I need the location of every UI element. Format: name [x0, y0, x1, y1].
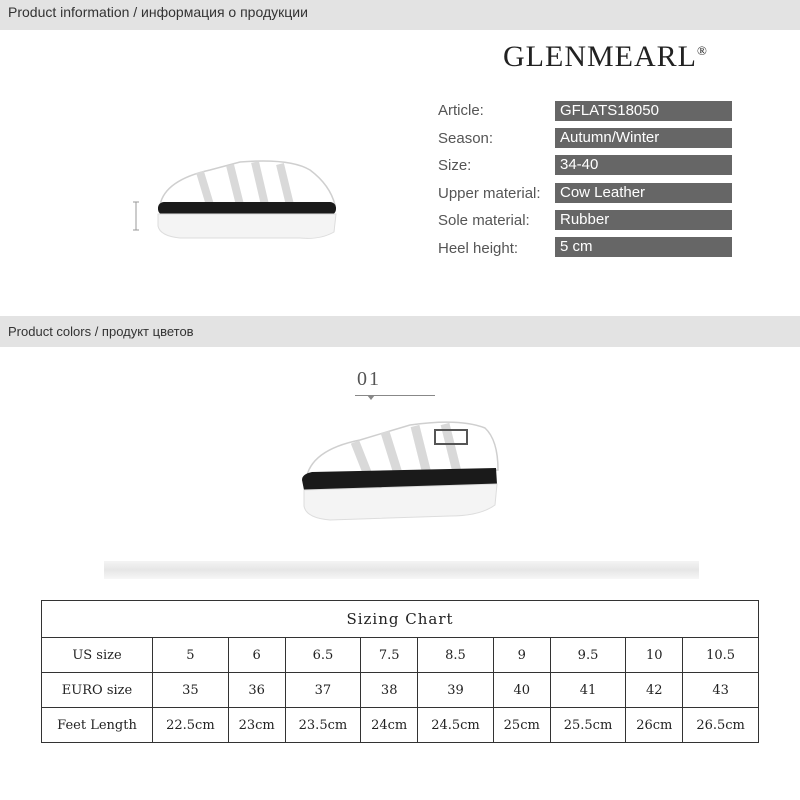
table-cell: 22.5cm	[153, 708, 229, 743]
brand-name: GLENMEARL	[503, 40, 697, 73]
table-cell: 25cm	[493, 708, 550, 743]
color-option-pointer	[367, 395, 375, 400]
table-row	[42, 638, 759, 673]
spec-label-sole: Sole material:	[438, 212, 530, 229]
table-cell: 24cm	[361, 708, 418, 743]
product-info-label: Product information / информация о продукции	[8, 4, 308, 20]
table-cell: 38	[361, 673, 418, 708]
sizing-chart-title: Sizing Chart	[42, 601, 759, 638]
table-cell: 36	[228, 673, 285, 708]
table-cell: 26.5cm	[683, 708, 759, 743]
table-cell: 7.5	[361, 638, 418, 673]
spec-value-upper: Cow Leather	[555, 183, 732, 203]
spec-value-heel: 5 cm	[555, 237, 732, 257]
spec-label-heel: Heel height:	[438, 240, 519, 257]
table-cell: 37	[285, 673, 361, 708]
spec-value-season: Autumn/Winter	[555, 128, 732, 148]
table-cell: 6	[228, 638, 285, 673]
color-variant-shoe-image[interactable]	[300, 410, 500, 530]
table-cell: 10	[626, 638, 683, 673]
table-cell: 35	[153, 673, 229, 708]
spec-value-sole: Rubber	[555, 210, 732, 230]
table-cell: 23.5cm	[285, 708, 361, 743]
table-cell: 41	[550, 673, 626, 708]
table-cell: 6.5	[285, 638, 361, 673]
spec-label-article: Article:	[438, 102, 484, 119]
table-cell: 23cm	[228, 708, 285, 743]
table-cell: 42	[626, 673, 683, 708]
product-shoe-image	[130, 150, 340, 250]
row-label-euro: EURO size	[42, 673, 153, 708]
table-cell: 40	[493, 673, 550, 708]
table-cell: 26cm	[626, 708, 683, 743]
product-colors-header	[0, 316, 800, 347]
table-cell: 5	[153, 638, 229, 673]
table-cell: 39	[418, 673, 494, 708]
brand-logo	[503, 40, 708, 74]
table-cell: 9	[493, 638, 550, 673]
table-cell: 8.5	[418, 638, 494, 673]
table-cell: 25.5cm	[550, 708, 626, 743]
spec-value-article: GFLATS18050	[555, 101, 732, 121]
shoe-shadow-strip	[104, 561, 699, 579]
table-row	[42, 708, 759, 743]
row-label-feet-length: Feet Length	[42, 708, 153, 743]
table-cell: 9.5	[550, 638, 626, 673]
table-cell: 24.5cm	[418, 708, 494, 743]
registered-mark: ®	[696, 43, 708, 58]
spec-label-upper: Upper material:	[438, 185, 541, 202]
table-row	[42, 673, 759, 708]
color-option-number: 01	[357, 368, 381, 390]
table-cell: 43	[683, 673, 759, 708]
sizing-chart	[41, 600, 759, 743]
product-info-header	[0, 0, 800, 30]
spec-label-season: Season:	[438, 130, 494, 147]
spec-value-size: 34-40	[555, 155, 732, 175]
product-colors-label: Product colors / продукт цветов	[8, 324, 194, 339]
row-label-us: US size	[42, 638, 153, 673]
table-cell: 10.5	[683, 638, 759, 673]
spec-label-size: Size:	[438, 157, 472, 174]
